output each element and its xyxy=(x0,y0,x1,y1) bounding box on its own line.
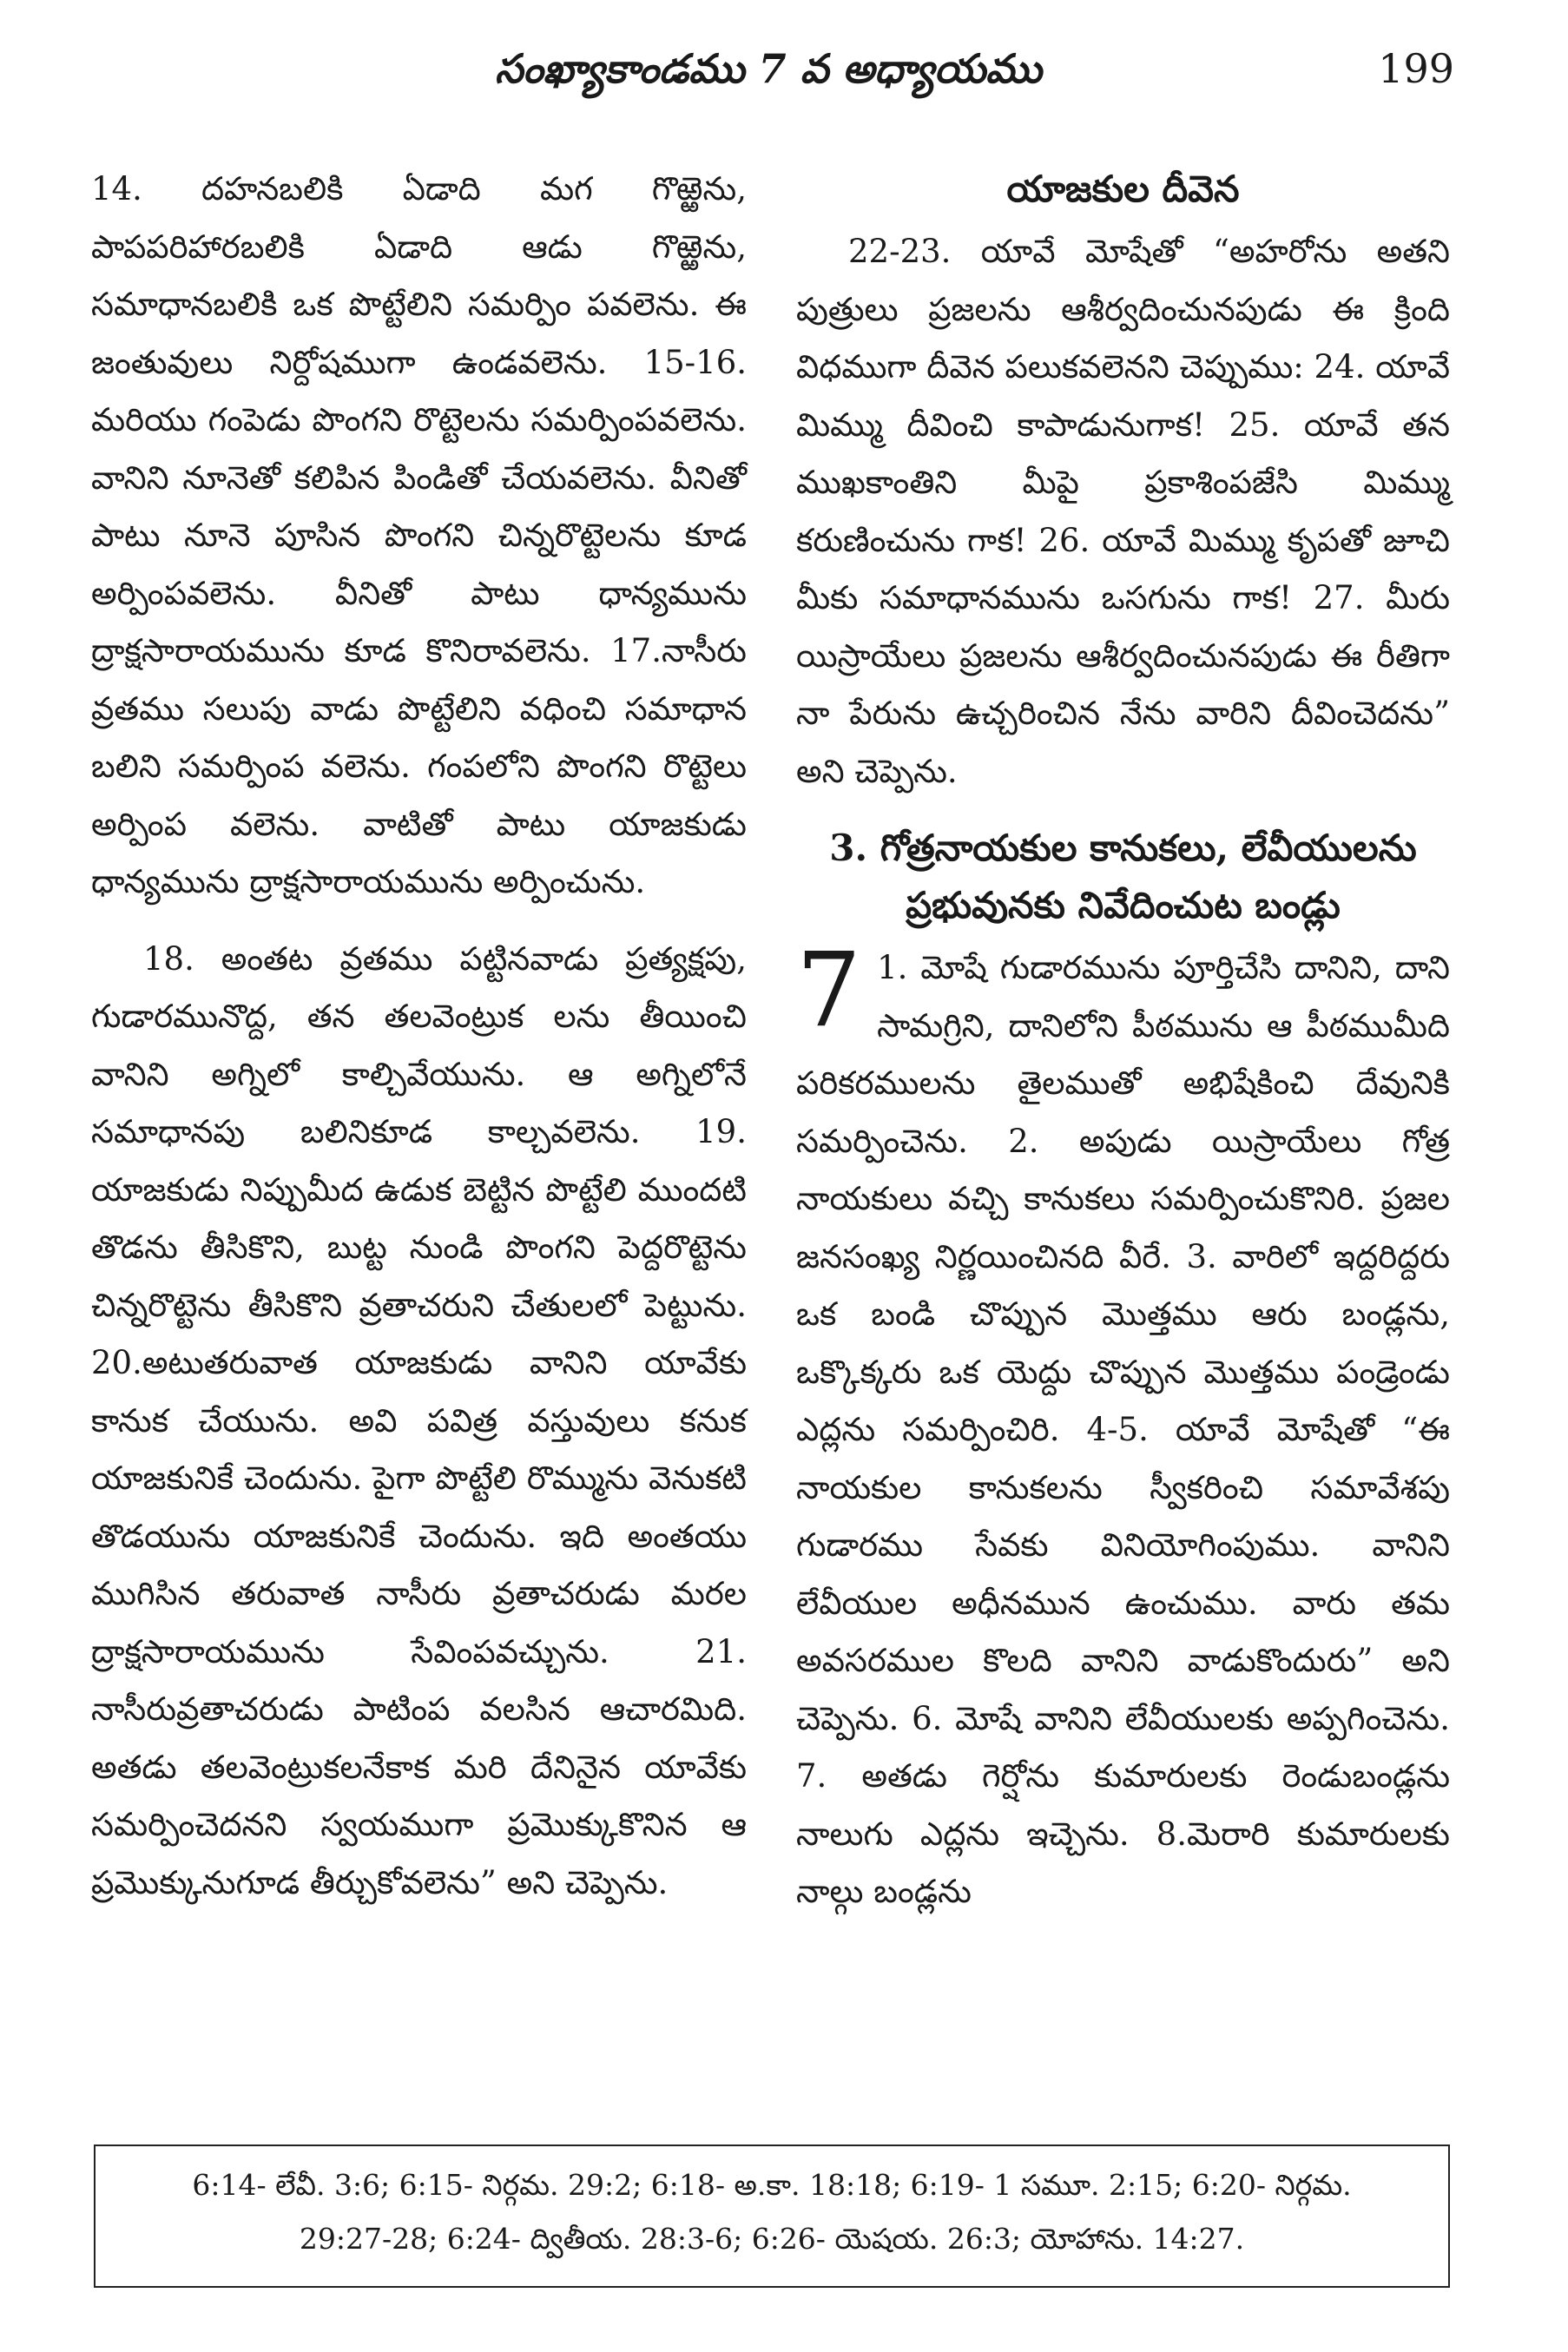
section-heading-tribal-offerings xyxy=(796,820,1450,934)
running-head: సంఖ్యాకాండము 7 వ అధ్యాయము xyxy=(495,45,1042,92)
chapter-number: 7 xyxy=(796,930,862,1050)
chapter-7-verses xyxy=(796,930,1450,1921)
page-header xyxy=(82,36,1454,106)
verses-18-21: 18. అంతట వ్రతము పట్టినవాడు ప్రత్యక్షపు, గుడారమునొద్ద, తన తలవెంట్రుక లను తీయించి వానిని అగ్నిలో కాల్చివేయును. ఆ అగ్నిలోనే సమాధానపు బలినికూడ కాల్చవలెను. 19. యాజకుడు నిప్పుమీద ఉడుక బెట్టిన పొట్టేలి ముందటి తొడను తీసికొని, బుట్ట నుండి పొంగని పెద్దరొట్టెను చిన్నరొట్టెను తీసికొని వ్రతాచరుని చేతులలో పెట్టును. 20.అటుతరువాత యాజకుడు వానిని యావేకు కానుక చేయును. అవి పవిత్ర వస్తువులు కనుక యాజకునికే చెందును. పైగా పొట్టేలి రొమ్మును వెనుకటి తొడయును యాజకునికే చెందును. ఇది అంతయు ముగిసిన తరువాత నాసీరు వ్రతాచరుడు మరల ద్రాక్షసారాయమును సేవింపవచ్చును. 21. నాసీరువ్రతాచరుడు పాటింప వలసిన ఆచారమిది. అతడు తలవెంట్రుకలనేకాక మరి దేనినైన యావేకు సమర్పించెదనని స్వయముగా ప్రమొక్కుకొనిన ఆ ప్రమొక్కునుగూడ తీర్చుకోవలెను” అని చెప్పెను. xyxy=(91,939,747,1901)
chapter-7-text: 1. మోషే గుడారమును పూర్తిచేసి దానిని, దాని సామగ్రిని, దానిలోని పీఠమును ఆ పీఠముమీది పరికరములను తైలముతో అభిషేకించి దేవునికి సమర్పించెను. 2. అపుడు యిస్రాయేలు గోత్ర నాయకులు వచ్చి కానుకలు సమర్పించుకొనిరి. ప్రజల జనసంఖ్య నిర్ణయించినది వీరే. 3. వారిలో ఇద్దరిద్దరు ఒక బండి చొప్పున మొత్తము ఆరు బండ్లను, ఒక్కొక్కరు ఒక యెద్దు చొప్పున మొత్తము పండ్రెండు ఎద్లను సమర్పించిరి. 4-5. యావే మోషేతో “ఈ నాయకుల కానుకలను స్వీకరించి సమావేశపు గుడారము సేవకు వినియోగింపుము. వానిని లేవీయుల అధీనమున ఉంచుము. వారు తమ అవసరముల కొలది వానిని వాడుకొందురు” అని చెప్పెను. 6. మోషే వానిని లేవీయులకు అప్పగించెను. 7. అతడు గెర్షోను కుమారులకు రెండుబండ్లను నాలుగు ఎద్లను ఇచ్చెను. 8.మెరారి కుమారులకు నాల్గు బండ్లను xyxy=(796,949,1450,1910)
left-column xyxy=(91,161,747,1931)
right-column xyxy=(796,161,1450,1940)
cross-reference-box xyxy=(94,2144,1450,2288)
cross-reference-line-1: 6:14- లేవీ. 3:6; 6:15- నిర్గమ. 29:2; 6:18- అ.కా. 18:18; 6:19- 1 సమూ. 2:15; 6:20- నిర్గమ. xyxy=(192,2168,1352,2202)
section-heading-line-2: ప్రభువునకు నివేదించుట బండ్లు xyxy=(906,884,1341,926)
verses-14-17: 14. దహనబలికి ఏడాది మగ గొఱ్ఱెను, పాపపరిహారబలికి ఏడాది ఆడు గొఱ్ఱెను, సమాధానబలికి ఒక పొట్టేలిని సమర్పిం పవలెను. ఈ జంతువులు నిర్దోషముగా ఉండవలెను. 15-16. మరియు గంపెడు పొంగని రొట్టెలను సమర్పింపవలెను. వానిని నూనెతో కలిపిన పిండితో చేయవలెను. వీనితో పాటు నూనె పూసిన పొంగని చిన్నరొట్టెలను కూడ అర్పింపవలెను. వీనితో పాటు ధాన్యమును ద్రాక్షసారాయమును కూడ కొనిరావలెను. 17.నాసీరు వ్రతము సలుపు వాడు పొట్టేలిని వధించి సమాధాన బలిని సమర్పింప వలెను. గంపలోని పొంగని రొట్టెలు అర్పింప వలెను. వాటితో పాటు యాజకుడు ధాన్యమును ద్రాక్షసారాయమును అర్పించును. xyxy=(91,170,747,900)
section-heading-priestly-blessing: యాజకుల దీవెన xyxy=(1006,168,1240,210)
page-number: 199 xyxy=(1378,45,1454,92)
verses-22-27: 22-23. యావే మోషేతో “అహరోను అతని పుత్రులు ప్రజలను ఆశీర్వదించునపుడు ఈ క్రింది విధముగా దీవెన పలుకవలెనని చెప్పుము: 24. యావే మిమ్ము దీవించి కాపాడునుగాక! 25. యావే తన ముఖకాంతిని మీపై ప్రకాశింపజేసి మిమ్ము కరుణించును గాక! 26. యావే మిమ్ము కృపతో జూచి మీకు సమాధానమును ఒసగును గాక! 27. మీరు యిస్రాయేలు ప్రజలను ఆశీర్వదించునపుడు ఈ రీతిగా నా పేరును ఉచ్చరించిన నేను వారిని దీవించెదను” అని చెప్పెను. xyxy=(796,233,1450,790)
cross-reference-line-2: 29:27-28; 6:24- ద్వితీయ. 28:3-6; 6:26- యెషయ. 26:3; యోహాను. 14:27. xyxy=(299,2222,1245,2256)
section-heading-line-1: 3. గోత్రనాయకుల కానుకలు, లేవీయులను xyxy=(829,827,1417,869)
